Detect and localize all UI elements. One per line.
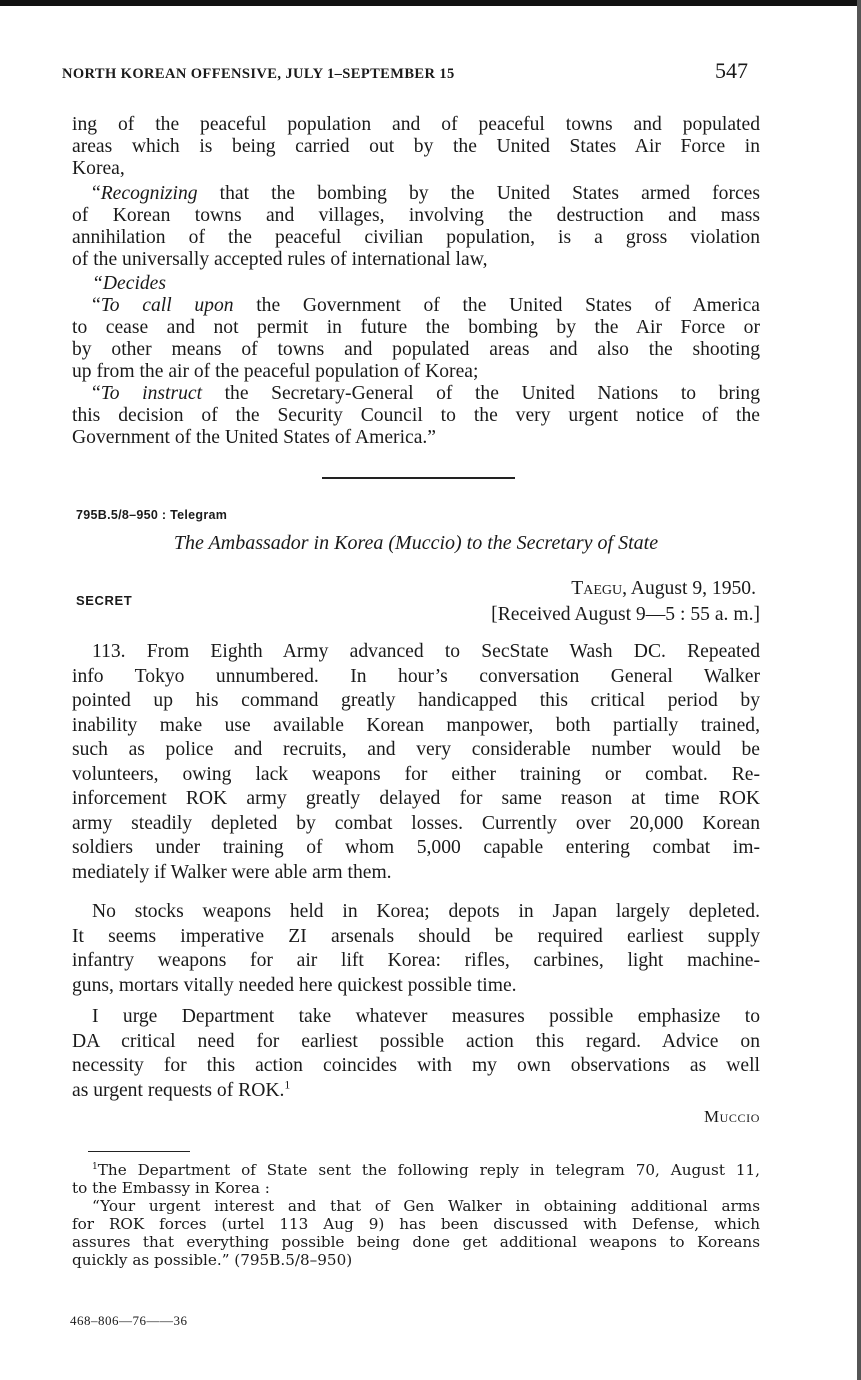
text-line: annihilation of the peaceful civilian population, is a gross violation bbox=[72, 227, 760, 248]
text-line: inability make use available Korean manpower, both partially trained, bbox=[72, 714, 760, 736]
open-quote: “ bbox=[92, 183, 101, 204]
place-and-date bbox=[571, 578, 756, 600]
text-line: guns, mortars vitally needed here quickest possible time. bbox=[72, 974, 517, 996]
text-line: It seems imperative ZI arsenals should be required earliest supply bbox=[72, 925, 760, 947]
file-number: 795B.5/8–950 : Telegram bbox=[76, 508, 228, 522]
text-line: I urge Department take whatever measures possible emphasize to bbox=[92, 1006, 760, 1027]
line-rest: the Government of the United States of America bbox=[233, 295, 760, 316]
received-note: [Received August 9—5 : 55 a. m.] bbox=[491, 604, 760, 625]
footnote bbox=[72, 1161, 760, 1269]
running-head: NORTH KOREAN OFFENSIVE, JULY 1–SEPTEMBER 15 bbox=[62, 66, 455, 82]
resolution-paragraph-2 bbox=[72, 183, 760, 271]
footnote-line: assures that everything possible being done get additional weapons to Koreans bbox=[72, 1233, 760, 1251]
resolution-paragraph-1 bbox=[72, 114, 760, 180]
text-line bbox=[72, 1079, 760, 1104]
line-text: The Department of State sent the following reply in telegram 70, August 11, bbox=[97, 1161, 760, 1179]
text-line: No stocks weapons held in Korea; depots in Japan largely depleted. bbox=[92, 901, 760, 922]
footnote-rule bbox=[88, 1151, 190, 1152]
text-line: mediately if Walker were able arm them. bbox=[72, 861, 392, 883]
text-line: of the universally accepted rules of international law, bbox=[72, 249, 488, 270]
top-border bbox=[0, 0, 861, 6]
footnote-line: quickly as possible.” (795B.5/8–950) bbox=[72, 1251, 353, 1269]
text-line: Government of the United States of America.” bbox=[72, 427, 437, 448]
line-text: as urgent requests of ROK. bbox=[72, 1079, 285, 1101]
place-city: Taegu bbox=[571, 578, 623, 599]
emphasis: To call upon bbox=[100, 295, 234, 316]
text-line: soldiers under training of whom 5,000 capable entering combat im- bbox=[72, 837, 760, 858]
emphasis: Recognizing bbox=[100, 183, 198, 204]
telegram-paragraph-2 bbox=[72, 900, 760, 998]
classification-label: SECRET bbox=[76, 593, 133, 608]
text-line: army steadily depleted by combat losses. Currently over 20,000 Korean bbox=[72, 812, 760, 834]
page-number: 547 bbox=[715, 58, 748, 83]
text-line: pointed up his command greatly handicapped this critical period by bbox=[72, 690, 760, 711]
footnote-marker: 1 bbox=[92, 1161, 98, 1172]
text-line bbox=[72, 183, 760, 205]
text-line: info Tokyo unnumbered. In hour’s conversation General Walker bbox=[72, 665, 760, 687]
telegram-paragraph-3 bbox=[72, 1005, 760, 1103]
open-quote: “ bbox=[92, 383, 101, 404]
footnote-line: for ROK forces (urtel 113 Aug 9) has been discussed with Defense, which bbox=[72, 1215, 760, 1233]
signature: Muccio bbox=[703, 1107, 760, 1126]
text-line: this decision of the Security Council to the very urgent notice of the bbox=[72, 405, 760, 426]
document-title: The Ambassador in Korea (Muccio) to the Secretary of State bbox=[173, 532, 659, 554]
text-line: ing of the peaceful population and of peaceful towns and populated bbox=[72, 114, 760, 135]
text-line: such as police and recruits, and very considerable number would be bbox=[72, 739, 760, 760]
text-line: Korea, bbox=[72, 158, 125, 179]
text-line: necessity for this action coincides with my own observations as well bbox=[72, 1055, 760, 1076]
decides-heading: “Decides bbox=[92, 273, 167, 294]
line-rest: that the bombing by the United States armed forces bbox=[197, 183, 760, 204]
footnote-line: to the Embassy in Korea : bbox=[72, 1179, 270, 1197]
text-line: by other means of towns and populated areas and also the shooting bbox=[72, 339, 760, 360]
section-divider bbox=[322, 477, 515, 479]
resolution-paragraph-3 bbox=[72, 295, 760, 383]
right-page-edge bbox=[857, 0, 861, 1380]
text-line: infantry weapons for air lift Korea: rifles, carbines, light machine- bbox=[72, 950, 760, 971]
text-line: up from the air of the peaceful population of Korea; bbox=[72, 361, 479, 382]
date: , August 9, 1950. bbox=[622, 578, 756, 599]
footnote-line: “Your urgent interest and that of Gen Walker in obtaining additional arms bbox=[92, 1197, 760, 1215]
emphasis: To instruct bbox=[100, 383, 203, 404]
footnote-line bbox=[72, 1161, 760, 1179]
resolution-paragraph-4 bbox=[72, 383, 760, 449]
text-line: inforcement ROK army greatly delayed for same reason at time ROK bbox=[72, 788, 760, 809]
text-line bbox=[72, 383, 760, 405]
open-quote: “ bbox=[92, 295, 101, 316]
text-line: to cease and not permit in future the bombing by the Air Force or bbox=[72, 317, 760, 338]
text-line: volunteers, owing lack weapons for either training or combat. Re- bbox=[72, 763, 760, 785]
footnote-reference: 1 bbox=[284, 1077, 291, 1091]
telegram-paragraph-1 bbox=[72, 640, 760, 885]
line-rest: the Secretary-General of the United Nations to bring bbox=[202, 383, 760, 404]
text-line: DA critical need for earliest possible action this regard. Advice on bbox=[72, 1030, 760, 1052]
text-line bbox=[72, 295, 760, 317]
printer-imprint: 468–806—76——36 bbox=[70, 1313, 188, 1328]
resolution-decides bbox=[72, 273, 760, 295]
text-line: areas which is being carried out by the United States Air Force in bbox=[72, 136, 760, 157]
text-line: 113. From Eighth Army advanced to SecState Wash DC. Repeated bbox=[92, 641, 760, 662]
text-line: of Korean towns and villages, involving the destruction and mass bbox=[72, 205, 760, 226]
